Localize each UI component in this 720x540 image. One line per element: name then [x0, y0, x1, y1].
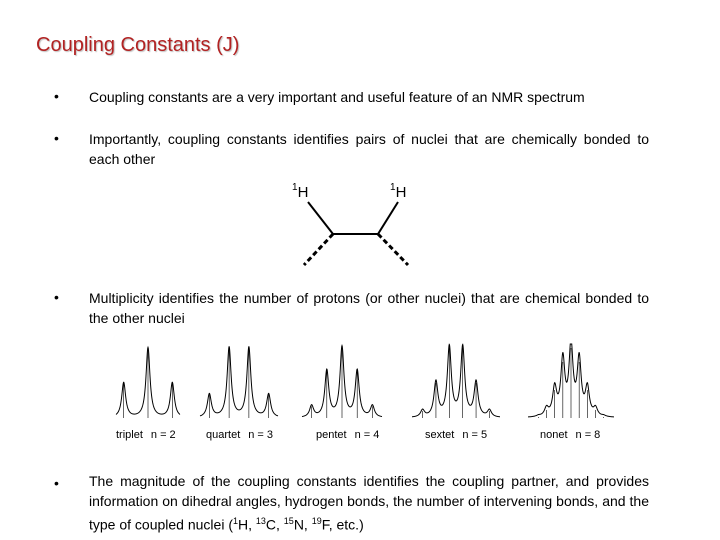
bond-h-c-left: [308, 202, 333, 234]
hydrogen-label-left: $^1$H: [292, 182, 309, 201]
hydrogen-label-right: $^1$H: [390, 182, 407, 201]
multiplet-caption-pentet: pentet n = 4: [316, 429, 380, 441]
multiplet-trace-triplet: [116, 347, 180, 414]
multiplet-trace-nonet: [528, 344, 614, 417]
bullet-marker: •: [54, 130, 59, 146]
bullet-marker: •: [54, 289, 59, 305]
multiplet-caption-triplet: triplet n = 2: [116, 429, 176, 441]
multiplet-trace-pentet: [302, 346, 382, 417]
bullet-marker: •: [54, 475, 59, 491]
bullet-text-3: Multiplicity identifies the number of protons (or other nuclei) that are chemical bonded to the other nuclei: [89, 290, 649, 326]
bullet-text-4: The magnitude of the coupling constants identifies the coupling partner, and provides information on dihedral angles, hydrogen bonds, the number of intervening bonds, and the type of coupled nuclei ($^1$H, $^{13}$C, $^{15}$N, $^{19}$F, etc.): [89, 473, 649, 533]
multiplet-caption-sextet: sextet n = 5: [425, 429, 488, 441]
slide-title: Coupling Constants (J): [36, 34, 240, 56]
multiplet-trace-sextet: [412, 344, 500, 416]
dashed-bond-right: [378, 234, 408, 265]
multiplet-caption-nonet: nonet n = 8: [540, 429, 601, 441]
multiplet-trace-quartet: [200, 347, 278, 416]
multiplet-caption-quartet: quartet n = 3: [206, 429, 274, 441]
bullet-marker: •: [54, 88, 59, 104]
bullet-text-1: Coupling constants are a very important and useful feature of an NMR spectrum: [89, 89, 585, 105]
dashed-bond-left: [304, 234, 333, 265]
bond-h-c-right: [378, 202, 398, 234]
bullet-text-2: Importantly, coupling constants identifies pairs of nuclei that are chemically bonded to each other: [89, 131, 649, 167]
